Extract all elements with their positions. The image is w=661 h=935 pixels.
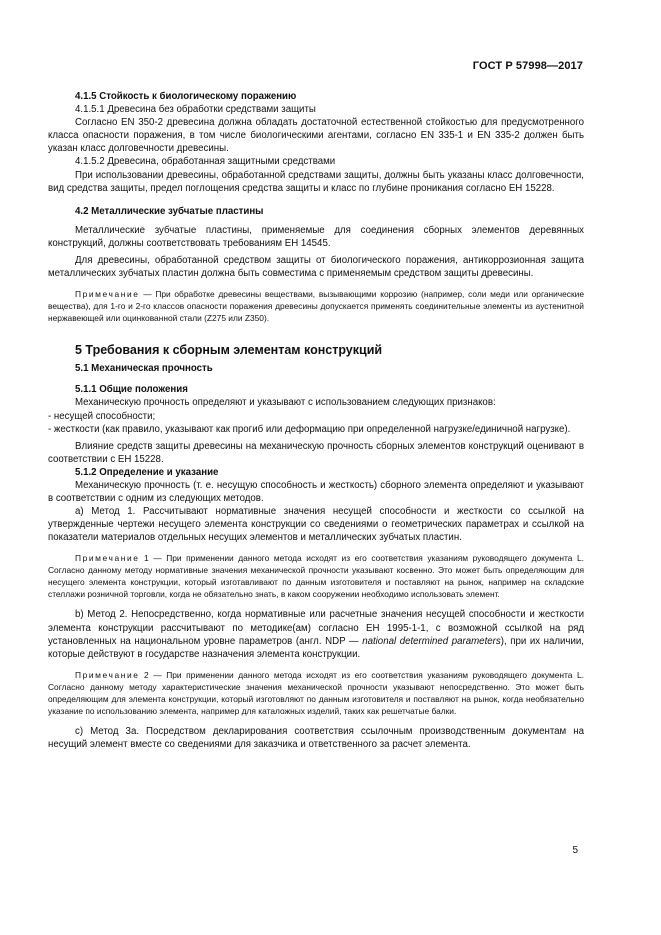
section-5-title: 5 Требования к сборным элементам конструкций xyxy=(75,343,383,358)
note-2 xyxy=(48,669,584,717)
method-b-text: b) Метод 2. Непосредственно, когда нормативные или расчетные значения несущей способности и жесткости элемента конструкции рассчитывают по методике(ам) согласно ЕН 1995-1-1, с возможной ссылкой на ряд установленных на национальном уровне параметров (англ. NDP — xyxy=(48,609,584,647)
paragraph: Механическую прочность (т. е. несущую способность и жесткость) сборного элемента определяют и указывают в соответствии с одним из следующих методов. xyxy=(48,479,584,505)
note xyxy=(48,288,584,324)
section-5-1-1-title: 5.1.1 Общие положения xyxy=(75,384,188,396)
section-4-1-5-title: 4.1.5 Стойкость к биологическому поражению xyxy=(75,91,297,102)
method-b-italic: national determined parameters xyxy=(362,635,501,647)
paragraph: Влияние средств защиты древесины на механическую прочность сборных элементов конструкций оценивают в соответствии с ЕН 15228. xyxy=(48,440,584,465)
document-header: ГОСТ Р 57998—2017 xyxy=(472,60,583,72)
note-label: Примечание xyxy=(75,289,140,300)
note-1 xyxy=(48,552,584,600)
note-text: — При обработке древесины веществами, вызывающими коррозию (например, соли меди или органические вещества), для 1-го и 2-го классов опасности поражения древесины допускается применять соединительные элементы из аустенитной нержавеющей или оцинкованной стали (Z275 или Z350). xyxy=(48,289,584,324)
section-4-1-5-2-title: 4.1.5.2 Древесина, обработанная защитными средствами xyxy=(75,156,336,168)
list-item: - несущей способности; xyxy=(48,410,156,422)
page-number: 5 xyxy=(572,845,578,856)
section-4-2-title: 4.2 Металлические зубчатые пластины xyxy=(75,205,264,217)
note-label: Примечание xyxy=(75,553,140,564)
section-4-2-paragraph: Металлические зубчатые пластины, применяемые для соединения сборных элементов деревянных конструкций, должны соответствовать требованиям ЕН 14545. xyxy=(48,224,584,249)
note-label: Примечание xyxy=(75,669,140,680)
section-4-1-5-1-title: 4.1.5.1 Древесина без обработки средствами защиты xyxy=(75,104,316,116)
section-4-2-paragraph: Для древесины, обработанной средством защиты от биологического поражения, антикоррозионная защита металлических зубчатых пластин должна быть совместима с применяемым средством защиты древесины. xyxy=(48,255,584,280)
method-c: c) Метод 3а. Посредством декларирования соответствия ссылочным производственным документам на несущий элемент вместе со сведениями для заказчика и ответственного за расчет элемента. xyxy=(48,725,584,750)
section-5-1-2-title: 5.1.2 Определение и указание xyxy=(75,466,219,478)
paragraph: Механическую прочность определяют и указывают с использованием следующих признаков: xyxy=(75,397,496,409)
page-content xyxy=(48,90,584,751)
section-5-1-title: 5.1 Механическая прочность xyxy=(75,363,213,375)
note-text: 1 — При применении данного метода исходят из его соответствия указаниям руководящего документа L. Согласно данному методу нормативные значения механической прочности указывают косвенно. Это может быть определяющим для несущего элемента конструкции, который изготавливают по данным изготовителя и поставляют на рынок, например на складские стеллажи розничной торговли, когда не обязательно знать, в каком сооружении необходимо использовать элемент. xyxy=(48,553,584,600)
list-item: - жесткости (как правило, указывают как прогиб или деформацию при определенной нагрузке/единичной нагрузке). xyxy=(48,423,571,435)
note-text: 2 — При применении данного метода исходят из его соответствия указаниям руководящего документа L. Согласно данному методу характеристические значения механической прочности указывают непосредственно. Это может быть определяющим для элемента конструкции, который изготовляют по данным изготовителя и поставляют на рынок, когда необязательно указание по использованию элемента, например для каталожных изделий, таких как решетчатые балки. xyxy=(48,669,584,716)
method-a: а) Метод 1. Рассчитывают нормативные значения несущей способности и жесткости со ссылкой на утвержденные чертежи несущего элемента конструкции со сведениями о геометрических параметрах и ссылкой на показатели материалов отдельных несущих элементов и металлических зубчатых пластин. xyxy=(48,506,584,544)
section-4-1-5-2-text: При использовании древесины, обработанной средствами защиты, должны быть указаны класс долговечности, вид средства защиты, предел поглощения средства защиты и класс по глубине проникания согласно ЕН 15228. xyxy=(48,169,584,194)
section-4-1-5-1-text: Согласно EN 350-2 древесина должна обладать достаточной естественной стойкостью для предусмотренного класса опасности поражения, в том числе биологическими агентами, согласно EN 335-1 и EN 335-2 должен быть указан класс долговечности древесины. xyxy=(48,117,584,155)
method-b xyxy=(48,608,584,660)
method-b-text-end: ), при их наличии, которые действуют в государстве назначения элемента конструкции. xyxy=(48,635,584,660)
